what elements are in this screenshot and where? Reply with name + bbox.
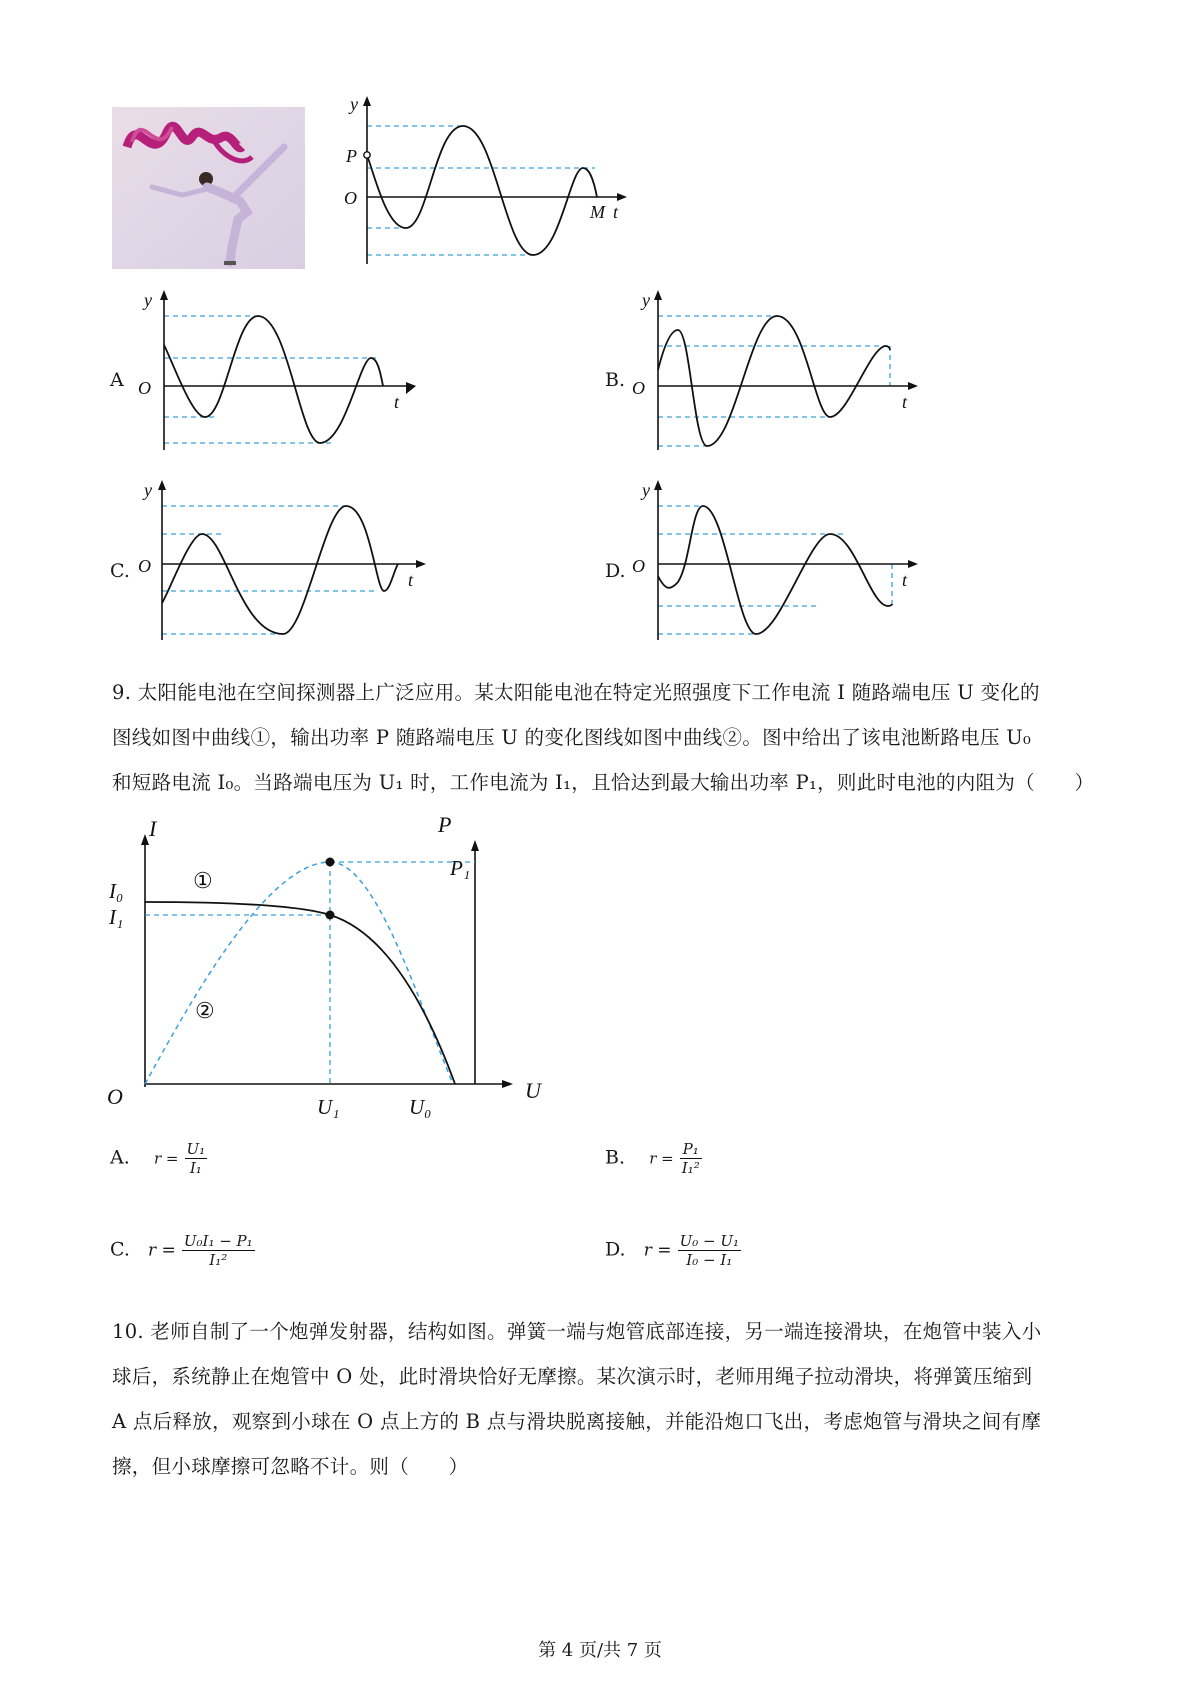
svg-text:I₁: I₁ — [109, 905, 124, 929]
wave-curve — [367, 126, 597, 255]
y-label: y — [350, 94, 358, 114]
q9-number: 9. — [112, 681, 132, 704]
q8-option-b-graph[interactable] — [630, 290, 935, 460]
svg-text:y: y — [642, 480, 650, 500]
svg-text:I₀: I₀ — [109, 879, 124, 903]
svg-text:O: O — [632, 556, 645, 576]
svg-text:I: I — [149, 816, 157, 841]
svg-text:t: t — [902, 392, 908, 412]
origin-label: O — [344, 188, 357, 208]
q8-option-c-graph[interactable] — [130, 480, 435, 650]
q8-option-d-letter[interactable]: D. — [605, 560, 626, 582]
q9-option-d[interactable]: D. r = $\frac{\text{U₀ − U₁}}{\text{I₀ − I₁}}$ — [605, 1232, 739, 1269]
solar-cell-iu-graph — [105, 812, 555, 1122]
max-power-point — [326, 858, 335, 867]
svg-text:y: y — [144, 290, 152, 310]
q10-line-4: 擦，但小球摩擦可忽略不计。则（ ） — [112, 1455, 469, 1478]
q9-option-b[interactable]: B. r = $\frac{\text{P₁}}{\text{I₁²}}$ — [605, 1140, 700, 1177]
q8-option-a-letter[interactable]: A — [110, 369, 124, 391]
svg-text:O: O — [632, 378, 645, 398]
svg-text:t: t — [902, 570, 908, 590]
question-9-text — [112, 670, 1097, 805]
q9-option-c[interactable]: C. r = $\frac{\text{U₀I₁ − P₁}}{\text{I₁²}}$ — [110, 1232, 253, 1269]
svg-text:O: O — [138, 378, 151, 398]
t-axis-arrow — [617, 193, 627, 201]
q8-option-d-graph[interactable] — [630, 480, 935, 650]
svg-text:P₁: P₁ — [450, 856, 471, 880]
q9-option-a[interactable]: A. r = $\frac{\text{U₁}}{\text{I₁}}$ — [110, 1140, 206, 1177]
q8-option-c-letter[interactable]: C. — [110, 560, 130, 582]
svg-text:U₀: U₀ — [409, 1095, 432, 1119]
ribbon-dancer-photo — [112, 107, 305, 269]
m-label: M — [590, 202, 605, 222]
q10-number: 10. — [112, 1320, 144, 1343]
point-p-marker — [364, 152, 370, 158]
q10-line-2: 球后，系统静止在炮管中 O 处，此时滑块恰好无摩擦。某次演示时，老师用绳子拉动滑块，将弹簧压缩到 — [112, 1365, 1033, 1388]
svg-text:U: U — [525, 1078, 541, 1103]
power-curve-2 — [145, 862, 453, 1084]
q10-line-1: 老师自制了一个炮弹发射器，结构如图。弹簧一端与炮管底部连接，另一端连接滑块，在炮管中装入小 — [150, 1320, 1042, 1343]
dashed-guides — [367, 126, 595, 255]
svg-text:t: t — [408, 570, 414, 590]
svg-text:②: ② — [195, 998, 215, 1023]
q10-line-3: A 点后释放，观察到小球在 O 点上方的 B 点与滑块脱离接触，并能沿炮口飞出，考虑炮管与滑块之间有摩 — [112, 1410, 1042, 1433]
svg-text:t: t — [394, 392, 400, 412]
svg-text:O: O — [138, 556, 151, 576]
t-label: t — [613, 202, 619, 222]
page-footer: 第 4 页/共 7 页 — [538, 1640, 662, 1661]
svg-text:y: y — [642, 290, 650, 310]
svg-text:O: O — [107, 1084, 123, 1109]
svg-text:P: P — [438, 812, 452, 837]
current-curve-1 — [145, 902, 455, 1084]
y-axis-arrow — [363, 96, 371, 106]
q9-line-1: 太阳能电池在空间探测器上广泛应用。某太阳能电池在特定光照强度下工作电流 I 随路端电压 U 变化的 — [137, 681, 1040, 704]
q8-option-b-letter[interactable]: B. — [605, 369, 626, 391]
svg-text:y: y — [144, 480, 152, 500]
working-point — [326, 911, 335, 920]
q8-option-a-graph[interactable] — [130, 290, 435, 460]
svg-text:U₁: U₁ — [317, 1095, 340, 1119]
q9-line-2: 图线如图中曲线①，输出功率 P 随路端电压 U 的变化图线如图中曲线②。图中给出了该电池断路电压 U₀ — [112, 726, 1032, 749]
p-label: P — [346, 146, 357, 166]
q9-line-3: 和短路电流 I₀。当路端电压为 U₁ 时，工作电流为 I₁，且恰达到最大输出功率 P₁，则此时电池的内阻为（ ） — [112, 771, 1095, 794]
svg-text:①: ① — [193, 868, 213, 893]
question-10-text — [112, 1309, 1097, 1489]
main-wave-graph — [320, 92, 645, 277]
